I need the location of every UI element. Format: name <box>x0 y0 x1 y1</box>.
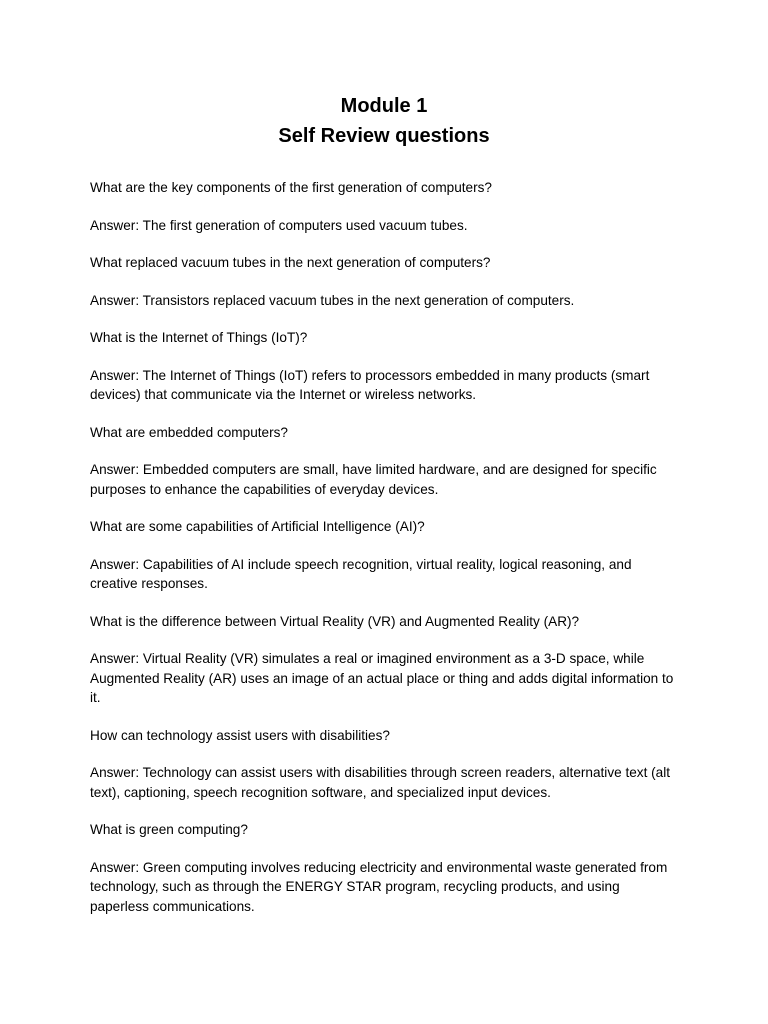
title-subtitle: Self Review questions <box>278 125 490 147</box>
answer-3: Answer: The Internet of Things (IoT) refers to processors embedded in many products (smart devices) that communicate via the Internet or wireless networks. <box>90 367 650 402</box>
answer-1: Answer: The first generation of computers used vacuum tubes. <box>90 217 468 233</box>
document-title <box>0 91 768 151</box>
question-4: What are embedded computers? <box>90 424 288 440</box>
title-module: Module 1 <box>340 95 428 117</box>
answer-8: Answer: Green computing involves reducing electricity and environmental waste generated from technology, such as through the ENERGY STAR program, recycling products, and using paperless communications. <box>90 859 668 914</box>
answer-5: Answer: Capabilities of AI include speech recognition, virtual reality, logical reasoning, and creative responses. <box>90 556 632 591</box>
question-3: What is the Internet of Things (IoT)? <box>90 330 308 345</box>
question-6: What is the difference between Virtual Reality (VR) and Augmented Reality (AR)? <box>90 613 580 629</box>
document-body <box>90 178 682 934</box>
answer-2: Answer: Transistors replaced vacuum tubes in the next generation of computers. <box>90 292 575 308</box>
answer-4: Answer: Embedded computers are small, have limited hardware, and are designed for specific purposes to enhance the capabilities of everyday devices. <box>90 462 657 497</box>
answer-7: Answer: Technology can assist users with disabilities through screen readers, alternative text (alt text), captioning, speech recognition software, and specialized input devices. <box>90 765 671 800</box>
answer-6: Answer: Virtual Reality (VR) simulates a real or imagined environment as a 3-D space, while Augmented Reality (AR) uses an image of an actual place or thing and adds digital information to it. <box>90 651 674 705</box>
question-2: What replaced vacuum tubes in the next generation of computers? <box>90 255 491 270</box>
question-5: What are some capabilities of Artificial Intelligence (AI)? <box>90 519 425 534</box>
question-8: What is green computing? <box>90 822 248 837</box>
question-1: What are the key components of the first generation of computers? <box>90 180 492 195</box>
question-7: How can technology assist users with disabilities? <box>90 727 390 743</box>
